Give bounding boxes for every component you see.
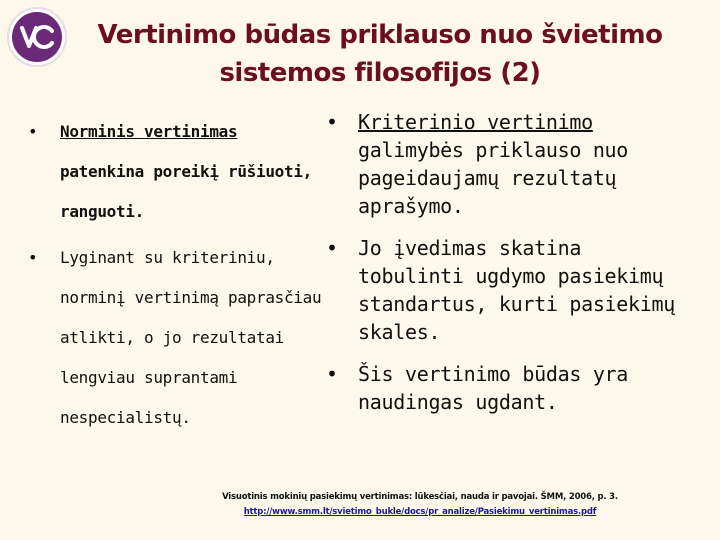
- right-column: [358, 108, 688, 430]
- kriterinio-heading: Kriterinio vertinimo: [358, 110, 593, 134]
- source-footer: [180, 490, 660, 520]
- norminis-text: patenkina poreikį rūšiuoti, ranguoti.: [60, 162, 312, 221]
- norminis-heading: Norminis vertinimas: [60, 122, 238, 141]
- source-citation: Visuotinis mokinių pasiekimų vertinimas: lūkesčiai, nauda ir pavojai. ŠMM, 2006, p. 3.: [222, 492, 618, 502]
- source-link[interactable]: http://www.smm.lt/svietimo_bukle/docs/pr_analize/Pasiekimu_vertinimas.pdf: [243, 507, 597, 517]
- right-bullet-1: [358, 108, 688, 220]
- left-column: [60, 112, 335, 438]
- right-bullet-3: • Šis vertinimo būdas yra naudingas ugdant.: [358, 360, 688, 416]
- vc-logo-icon: [6, 6, 68, 68]
- kriterinio-text: galimybės priklauso nuo pageidaujamų rezultatų aprašymo.: [358, 138, 629, 218]
- left-bullet-1: [60, 112, 335, 232]
- right-bullet-2: • Jo įvedimas skatina tobulinti ugdymo pasiekimų standartus, kurti pasiekimų skales.: [358, 234, 688, 346]
- left-bullet-2: • Lyginant su kriteriniu, norminį vertinimą paprasčiau atlikti, o jo rezultatai lengviau suprantami nespecialistų.: [60, 238, 335, 438]
- slide-title: Vertinimo būdas priklauso nuo švietimo sistemos filosofijos (2): [97, 20, 663, 88]
